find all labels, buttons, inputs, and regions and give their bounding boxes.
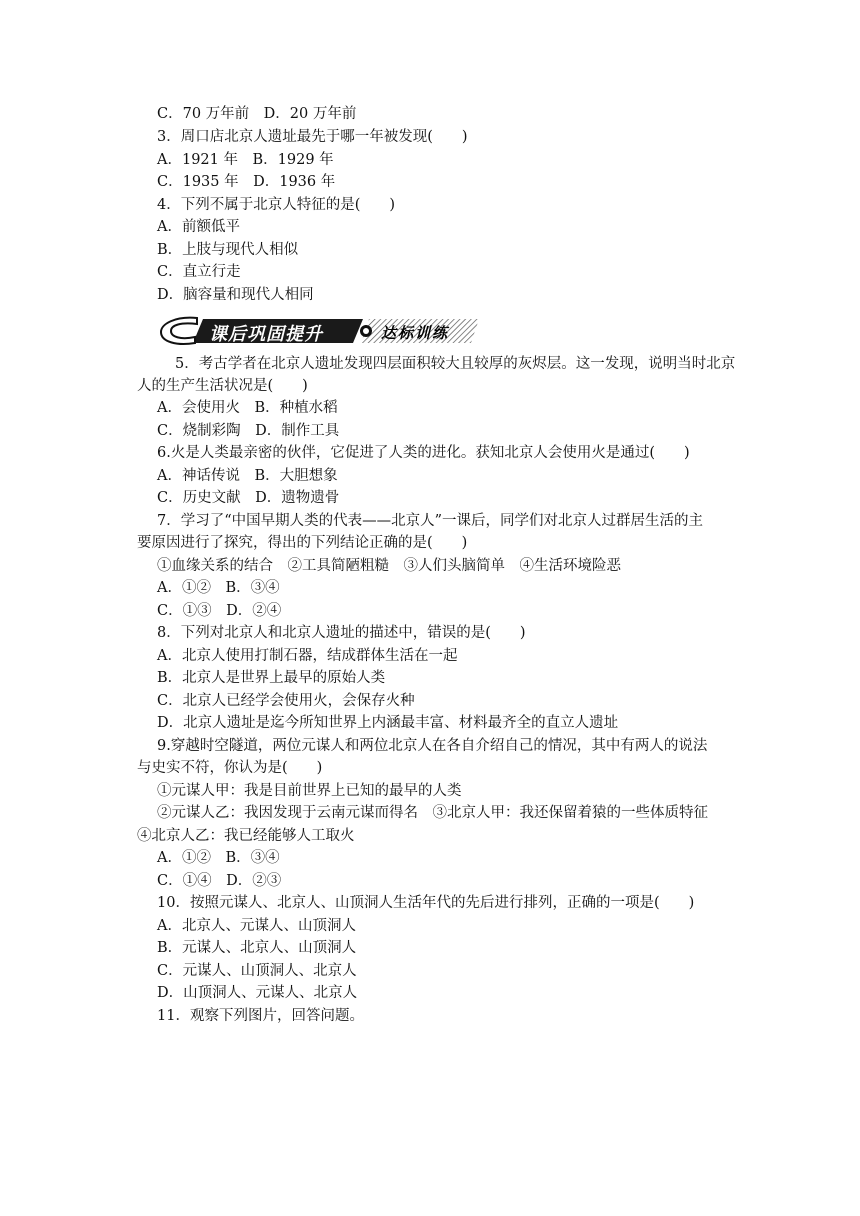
statement-line: ②元谋人乙：我因发现于云南元谋而得名 ③北京人甲：我还保留着猿的一些体质特征 xyxy=(157,805,708,821)
option-line: A．神话传说 B．大胆想象 xyxy=(157,468,338,484)
option-line: D．脑容量和现代人相同 xyxy=(157,287,314,303)
option-line: C．烧制彩陶 D．制作工具 xyxy=(157,423,340,439)
question-line: 要原因进行了探究，得出的下列结论正确的是( ) xyxy=(137,535,468,551)
option-line: D．山顶洞人、元谋人、北京人 xyxy=(157,985,358,1001)
statement-line: ④北京人乙：我已经能够人工取火 xyxy=(137,828,355,844)
option-line: A．会使用火 B．种植水稻 xyxy=(157,400,338,416)
question-line: 8．下列对北京人和北京人遗址的描述中，错误的是( ) xyxy=(157,625,526,641)
option-line: A．①② B．③④ xyxy=(157,580,280,596)
question-line: 3．周口店北京人遗址最先于哪一年被发现( ) xyxy=(157,129,468,145)
question-line: 与史实不符，你认为是( ) xyxy=(137,760,323,776)
question-line: 9.穿越时空隧道，两位元谋人和两位北京人在各自介绍自己的情况，其中有两人的说法 xyxy=(157,738,708,754)
option-line: C．①④ D．②③ xyxy=(157,873,282,889)
option-line: B．元谋人、北京人、山顶洞人 xyxy=(157,940,357,956)
option-line: A．北京人使用打制石器，结成群体生活在一起 xyxy=(157,648,458,664)
option-line: B．上肢与现代人相似 xyxy=(157,242,299,258)
banner-letter-icon xyxy=(161,318,197,344)
option-line: B．北京人是世界上最早的原始人类 xyxy=(157,670,386,686)
option-line: C．北京人已经学会使用火，会保存火种 xyxy=(157,693,415,709)
option-line: A．1921 年 B．1929 年 xyxy=(157,152,334,168)
question-line: 6.火是人类最亲密的伙伴，它促进了人类的进化。获知北京人会使用火是通过( ) xyxy=(157,445,690,461)
banner-title: 课后巩固提升 xyxy=(209,324,323,345)
option-line: A．前额低平 xyxy=(157,219,240,235)
option-line: C．1935 年 D．1936 年 xyxy=(157,174,336,190)
question-line: 4．下列不属于北京人特征的是( ) xyxy=(157,197,396,213)
option-line: C．历史文献 D．遗物遗骨 xyxy=(157,490,340,506)
question-line: 7．学习了“中国早期人类的代表——北京人”一课后，同学们对北京人过群居生活的主 xyxy=(157,513,704,529)
option-line: C．①③ D．②④ xyxy=(157,603,282,619)
question-line: 人的生产生活状况是( ) xyxy=(137,378,308,394)
option-line: C．直立行走 xyxy=(157,264,241,280)
option-line: A．①② B．③④ xyxy=(157,850,280,866)
question-line: 5．考古学者在北京人遗址发现四层面积较大且较厚的灰烬层。这一发现，说明当时北京 xyxy=(175,356,736,372)
statement-line: ①血缘关系的结合 ②工具简陋粗糙 ③人们头脑简单 ④生活环境险恶 xyxy=(157,558,621,574)
banner-subtitle: 达标训练 xyxy=(381,324,450,342)
option-line: A．北京人、元谋人、山顶洞人 xyxy=(157,918,356,934)
option-line: C．元谋人、山顶洞人、北京人 xyxy=(157,963,357,979)
option-line: D．北京人遗址是迄今所知世界上内涵最丰富、材料最齐全的直立人遗址 xyxy=(157,715,619,731)
question-line: 11．观察下列图片，回答问题。 xyxy=(157,1008,364,1024)
question-line: 10．按照元谋人、北京人、山顶洞人生活年代的先后进行排列，正确的一项是( ) xyxy=(157,895,695,911)
option-line: C．70 万年前 D．20 万年前 xyxy=(157,106,357,122)
statement-line: ①元谋人甲：我是目前世界上已知的最早的人类 xyxy=(157,783,462,799)
section-banner xyxy=(157,316,479,346)
